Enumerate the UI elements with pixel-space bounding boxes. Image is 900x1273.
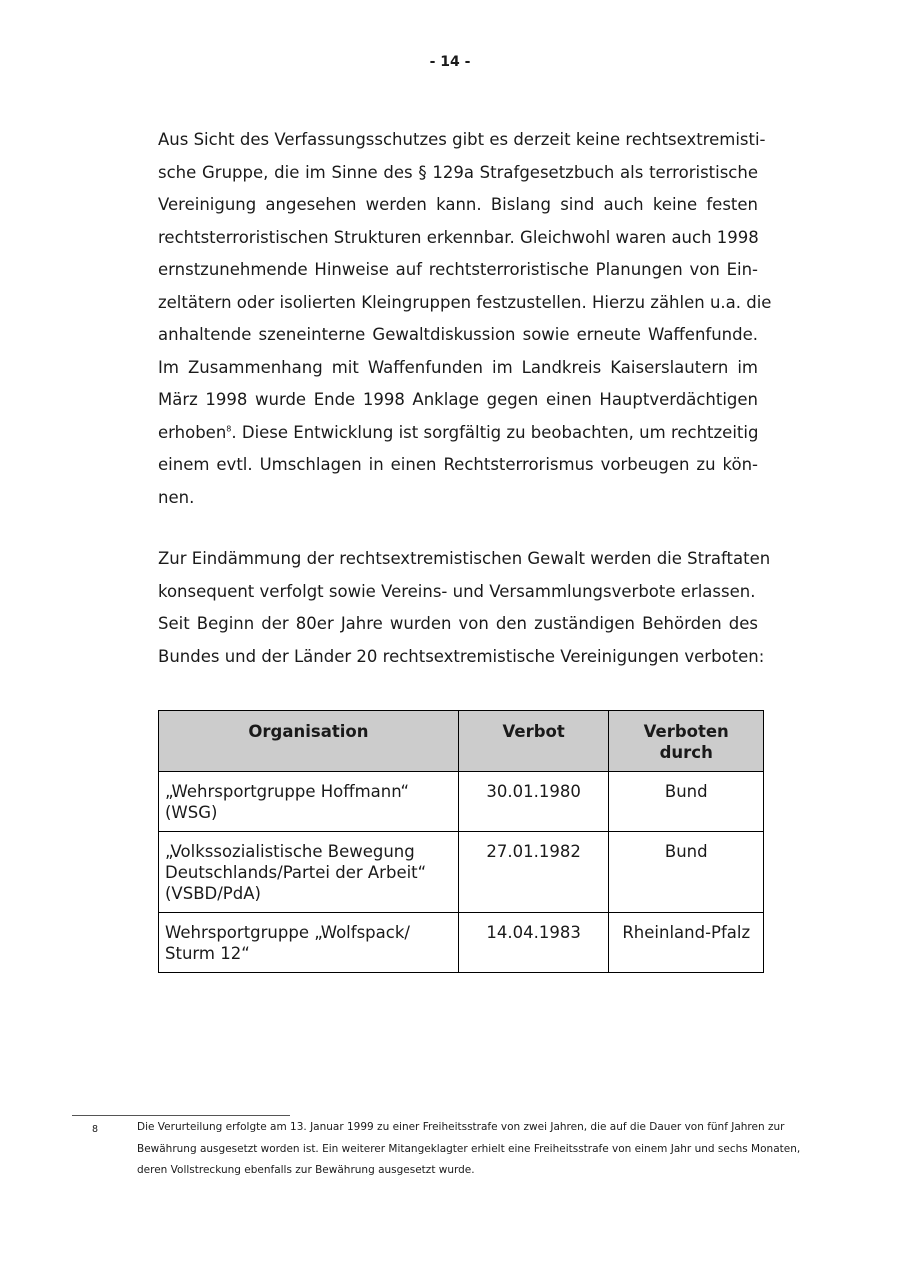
table-row	[159, 913, 764, 973]
paragraph-1-line: Im Zusammenhang mit Waffenfunden im Landkreis Kaiserslautern im	[158, 357, 758, 377]
verboten-durch-cell: Bund	[609, 832, 764, 913]
paragraph-1-line	[158, 417, 758, 450]
verbot-date-cell: 30.01.1980	[458, 772, 609, 832]
organisation-line: „Wehrsportgruppe Hoffmann“	[165, 782, 410, 801]
paragraph-1-line: anhaltende szeneinterne Gewaltdiskussion sowie erneute Waffenfunde.	[158, 325, 758, 344]
paragraph-1-line: Aus Sicht des Verfassungsschutzes gibt es derzeit keine rechtsextremisti-	[158, 130, 766, 149]
paragraph-1-text: . Diese Entwicklung ist sorgfältig zu beobachten, um rechtzeitig	[231, 422, 759, 442]
verbot-date-cell: 27.01.1982	[458, 832, 609, 913]
footnote-line: Die Verurteilung erfolgte am 13. Januar 1999 zu einer Freiheitsstrafe von zwei Jahren, die auf die Dauer von fünf Jahren zur	[137, 1121, 785, 1133]
table-row	[159, 832, 764, 913]
paragraph-2-line: Bundes und der Länder 20 rechtsextremistische Vereinigungen verboten:	[158, 646, 765, 666]
organisation-line: Deutschlands/Partei der Arbeit“	[165, 863, 427, 882]
paragraph-2-line: Seit Beginn der 80er Jahre wurden von den zuständigen Behörden des	[158, 614, 758, 633]
footnote-reference[interactable]: 8	[226, 424, 232, 433]
column-header-organisation: Organisation	[159, 711, 459, 772]
paragraph-1-line: nen.	[158, 487, 195, 507]
organisation-line: Wehrsportgruppe „Wolfspack/	[165, 923, 410, 942]
footnote-line: Bewährung ausgesetzt worden ist. Ein weiterer Mitangeklagter erhielt eine Freiheitsstrafe von einem Jahr und sechs Monaten,	[137, 1142, 801, 1155]
footnote-mark: 8	[92, 1124, 99, 1135]
verboten-durch-cell: Bund	[609, 772, 764, 832]
paragraph-1-line: Vereinigung angesehen werden kann. Bislang sind auch keine festen	[158, 195, 758, 214]
table-row	[159, 772, 764, 832]
verboten-durch-cell: Rheinland-Pfalz	[609, 913, 764, 973]
paragraph-2-line: konsequent verfolgt sowie Vereins- und Versammlungsverbote erlassen.	[158, 581, 756, 601]
paragraph-1-text: erhoben	[158, 422, 227, 442]
organisation-cell	[159, 913, 459, 973]
footnote-separator	[72, 1115, 290, 1116]
paragraph-1-line: ernstzunehmende Hinweise auf rechtsterroristische Planungen von Ein-	[158, 260, 758, 279]
column-header-verboten-durch: Verboten durch	[609, 711, 764, 772]
paragraph-2-line: Zur Eindämmung der rechtsextremistischen Gewalt werden die Straftaten	[158, 549, 771, 568]
page-number: - 14 -	[429, 54, 471, 70]
footnote-text	[137, 1117, 801, 1182]
paragraph-1-line: sche Gruppe, die im Sinne des § 129a Strafgesetzbuch als terroristische	[158, 162, 758, 182]
paragraph-2	[158, 543, 771, 673]
organisation-cell	[159, 832, 459, 913]
organisation-line: Sturm 12“	[165, 944, 250, 963]
paragraph-1-line: rechtsterroristischen Strukturen erkennbar. Gleichwohl waren auch 1998	[158, 227, 759, 247]
organisation-line: (WSG)	[165, 803, 218, 822]
verbot-date-cell: 14.04.1983	[458, 913, 609, 973]
prohibition-table	[158, 710, 764, 973]
paragraph-1-line: März 1998 wurde Ende 1998 Anklage gegen einen Hauptverdächtigen	[158, 390, 758, 409]
organisation-cell	[159, 772, 459, 832]
paragraph-1-line: zeltätern oder isolierten Kleingruppen festzustellen. Hierzu zählen u.a. die	[158, 292, 772, 312]
table-header-row	[159, 711, 764, 772]
footnote-line: deren Vollstreckung ebenfalls zur Bewährung ausgesetzt wurde.	[137, 1164, 475, 1176]
organisation-line: „Volkssozialistische Bewegung	[165, 842, 415, 861]
organisation-line: (VSBD/PdA)	[165, 884, 261, 903]
paragraph-1-line: einem evtl. Umschlagen in einen Rechtsterrorismus vorbeugen zu kön-	[158, 455, 758, 474]
column-header-verbot: Verbot	[458, 711, 609, 772]
paragraph-1	[158, 124, 772, 514]
